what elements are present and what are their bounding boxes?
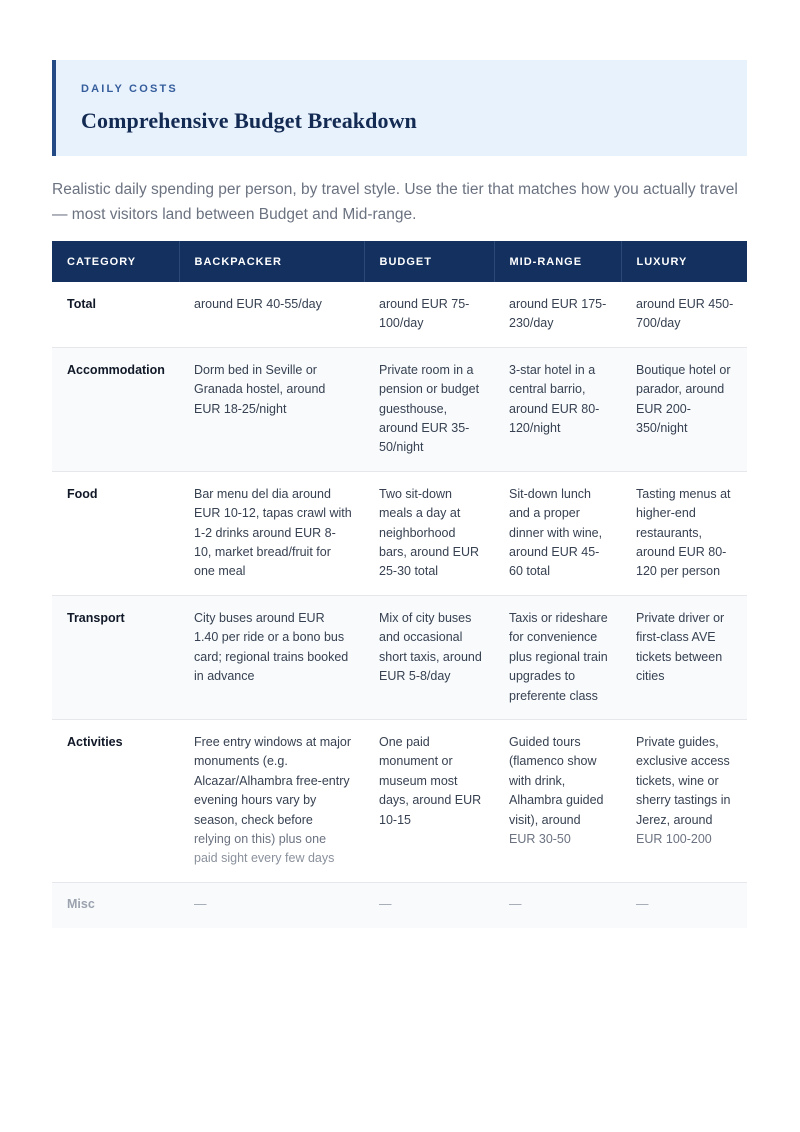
table-row xyxy=(52,882,747,928)
cell-luxury: Tasting menus at higher-end restaurants, around EUR 80-120 per person xyxy=(621,471,747,595)
row-category: Total xyxy=(52,282,179,347)
table-row xyxy=(52,719,747,882)
cell-mid-range xyxy=(494,719,621,882)
cell-backpacker: around EUR 40-55/day xyxy=(179,282,364,347)
table-row xyxy=(52,347,747,471)
cell-mid-range: 3-star hotel in a central barrio, around EUR 80-120/night xyxy=(494,347,621,471)
cell-budget: Private room in a pension or budget guesthouse, around EUR 35-50/night xyxy=(364,347,494,471)
cell-budget: One paid monument or museum most days, around EUR 10-15 xyxy=(364,719,494,882)
section-eyebrow: DAILY COSTS xyxy=(81,83,178,95)
row-category: Activities xyxy=(52,719,179,882)
cell-text-faded: EUR 100-200 xyxy=(636,831,712,846)
cell-text-faded: paid sight every few days xyxy=(194,851,335,866)
column-header-mid-range: MID-RANGE xyxy=(494,241,621,282)
column-header-budget: BUDGET xyxy=(364,241,494,282)
cell-text: Guided tours (flamenco show with drink, Alhambra guided visit), around xyxy=(509,734,604,827)
table-header-row xyxy=(52,241,747,282)
row-category: Transport xyxy=(52,595,179,719)
cell-backpacker: City buses around EUR 1.40 per ride or a bono bus card; regional trains booked in advance xyxy=(179,595,364,719)
table-row xyxy=(52,471,747,595)
table-row xyxy=(52,282,747,347)
cell-budget: — xyxy=(364,882,494,928)
cell-mid-range: Taxis or rideshare for convenience plus regional train upgrades to preferente class xyxy=(494,595,621,719)
cell-mid-range: Sit-down lunch and a proper dinner with wine, around EUR 45-60 total xyxy=(494,471,621,595)
cell-luxury: Private driver or first-class AVE tickets between cities xyxy=(621,595,747,719)
cell-luxury: around EUR 450-700/day xyxy=(621,282,747,347)
cell-text: Private guides, exclusive access tickets, wine or sherry tastings in Jerez, around xyxy=(636,734,731,827)
cell-text-faded: EUR 30-50 xyxy=(509,831,571,846)
cell-backpacker: Dorm bed in Seville or Granada hostel, around EUR 18-25/night xyxy=(179,347,364,471)
row-category: Misc xyxy=(52,882,179,928)
cell-mid-range: around EUR 175-230/day xyxy=(494,282,621,347)
cell-luxury: Boutique hotel or parador, around EUR 200-350/night xyxy=(621,347,747,471)
cell-luxury: — xyxy=(621,882,747,928)
column-header-backpacker: BACKPACKER xyxy=(179,241,364,282)
cell-luxury xyxy=(621,719,747,882)
page-title: Comprehensive Budget Breakdown xyxy=(81,108,417,133)
cell-backpacker: Bar menu del dia around EUR 10-12, tapas crawl with 1-2 drinks around EUR 8-10, market bread/fruit for one meal xyxy=(179,471,364,595)
cell-text-faded: relying on this) plus one xyxy=(194,831,327,846)
section-header xyxy=(52,60,747,156)
cell-budget: Two sit-down meals a day at neighborhood bars, around EUR 25-30 total xyxy=(364,471,494,595)
cell-mid-range: — xyxy=(494,882,621,928)
cell-budget: Mix of city buses and occasional short taxis, around EUR 5-8/day xyxy=(364,595,494,719)
cell-budget: around EUR 75-100/day xyxy=(364,282,494,347)
cell-backpacker: — xyxy=(179,882,364,928)
cell-backpacker xyxy=(179,719,364,882)
column-header-luxury: LUXURY xyxy=(621,241,747,282)
row-category: Food xyxy=(52,471,179,595)
table-row xyxy=(52,595,747,719)
intro-paragraph: Realistic daily spending per person, by travel style. Use the tier that matches how you actually travel — most visitors land between Budget and Mid-range. xyxy=(52,181,738,223)
cell-text: Free entry windows at major monuments (e.g. Alcazar/Alhambra free-entry evening hours vary by season, check before xyxy=(194,734,352,827)
column-header-category: CATEGORY xyxy=(52,241,179,282)
row-category: Accommodation xyxy=(52,347,179,471)
budget-table xyxy=(52,241,747,928)
